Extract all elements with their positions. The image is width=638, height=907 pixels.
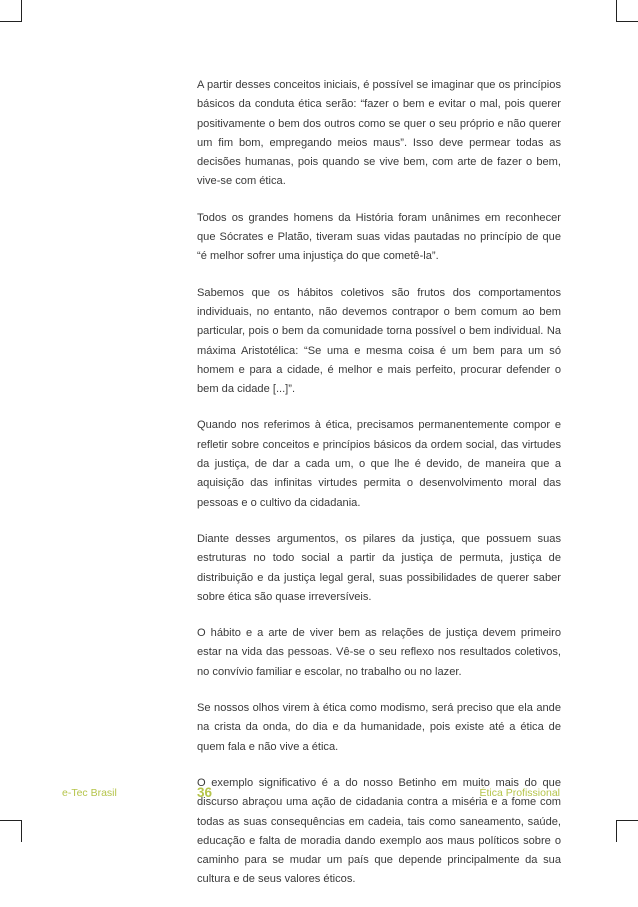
paragraph: O exemplo significativo é a do nosso Betinho em muito mais do que discurso abraçou uma ação de cidadania contra a miséria e a fome com todas as suas consequências em cadeia, tais como saneamento, saúde, educação e falta de moradia dando exemplo aos maus políticos sobre o caminho para se mudar um país que depende principalmente da sua cultura e de seus valores éticos. — [197, 776, 561, 886]
page-number: 36 — [197, 785, 213, 800]
paragraph: A partir desses conceitos iniciais, é possível se imaginar que os princípios básicos da conduta ética serão: “fazer o bem e evitar o mal, pois querer positivamente o bem dos outros como se quer o seu próprio e não querer um fim bom, empregando meios maus”. Isso deve permear todas as decisões humanas, pois quando se vive bem, com arte de fazer o bem, vive-se com ética. — [197, 79, 561, 188]
paragraph: Se nossos olhos virem à ética como modismo, será preciso que ela ande na crista da onda, do dia e da humanidade, pois existe até a ética de quem fala e não vive a ética. — [197, 702, 561, 753]
crop-mark — [616, 820, 638, 821]
footer-course-title: Ética Profissional — [479, 787, 560, 799]
crop-mark — [21, 820, 22, 842]
crop-mark — [616, 0, 617, 22]
paragraph: Diante desses argumentos, os pilares da justiça, que possuem suas estruturas no todo social a partir da justiça de permuta, justiça de distribuição e da justiça legal geral, suas possibilidades de querer saber sobre ética são quase irreversíveis. — [197, 532, 561, 603]
crop-mark — [616, 21, 638, 22]
paragraph: Quando nos referimos à ética, precisamos permanentemente compor e refletir sobre conceitos e princípios básicos da ordem social, das virtudes da justiça, de dar a cada um, o que lhe é devido, de maneira que a aquisição das infinitas virtudes permita o desenvolvimento moral das pessoas e o cultivo da cidadania. — [197, 419, 561, 509]
crop-mark — [0, 820, 22, 821]
paragraph: Todos os grandes homens da História foram unânimes em reconhecer que Sócrates e Platão, tiveram suas vidas pautadas no princípio de que “é melhor sofrer uma injustiça do que cometê-la”. — [197, 211, 561, 263]
page-footer — [0, 787, 638, 803]
paragraph: O hábito e a arte de viver bem as relações de justiça devem primeiro estar na vida das pessoas. Vê-se o seu reflexo nos resultados coletivos, no convívio familiar e escolar, no trabalho ou no lazer. — [197, 627, 561, 678]
crop-mark — [616, 820, 617, 842]
crop-mark — [0, 21, 22, 22]
paragraph: Sabemos que os hábitos coletivos são frutos dos comportamentos individuais, no entanto, não devemos contrapor o bem comum ao bem particular, pois o bem da comunidade torna possível o bem individual. Na máxima Aristotélica: “Se uma e mesma coisa é um bem para um só homem e para a cidade, é melhor e mais perfeito, procurar defender o bem da cidade [...]”. — [197, 286, 561, 396]
crop-mark — [21, 0, 22, 22]
body-text — [197, 76, 561, 907]
footer-publisher: e-Tec Brasil — [62, 787, 117, 799]
